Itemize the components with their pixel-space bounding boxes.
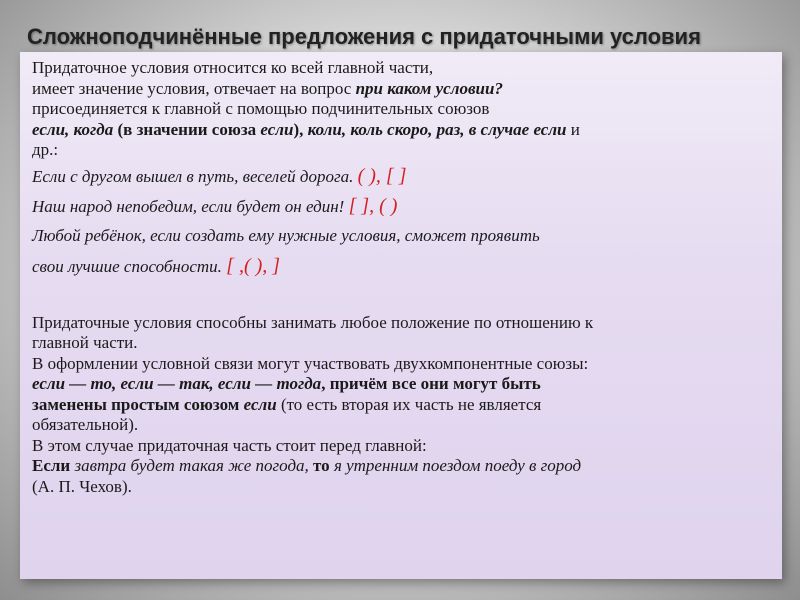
intro-line-3: присоединяется к главной с помощью подчинительных союзов bbox=[32, 99, 490, 118]
example-3-text: Любой ребёнок, если создать ему нужные условия, сможет проявить bbox=[32, 225, 540, 245]
chekhov-author: (А. П. Чехов). bbox=[32, 476, 132, 496]
example-4-scheme: [ ,( ), ] bbox=[226, 254, 281, 277]
union-list: коли, коль скоро, раз, в случае если bbox=[307, 119, 567, 139]
slide-content bbox=[32, 58, 772, 497]
chekhov-to: то bbox=[313, 456, 330, 475]
unions-line bbox=[32, 120, 772, 141]
example-2-scheme: [ ], ( ) bbox=[348, 194, 398, 217]
example-1-scheme: ( ), [ ] bbox=[357, 164, 407, 187]
union-note-close: ), bbox=[293, 119, 308, 139]
slide-title: Сложноподчинённые предложения с придаточными условия bbox=[27, 24, 701, 49]
union-esli: если bbox=[260, 119, 294, 139]
chekhov-text-1: завтра будет такая же погода, bbox=[70, 456, 314, 475]
union-esli-kogda: если, когда bbox=[32, 119, 114, 139]
example-4 bbox=[32, 251, 772, 281]
union-note: (в значении союза bbox=[113, 119, 261, 139]
union-and: и bbox=[566, 119, 580, 139]
double-unions: если — то, если — так, если — тогда bbox=[32, 374, 322, 393]
chekhov-example bbox=[32, 456, 772, 477]
spacer bbox=[32, 281, 772, 313]
chekhov-text-2: я утренним поездом поеду в город bbox=[329, 456, 582, 475]
simple-union: если bbox=[243, 394, 277, 414]
para2-line-6: обязательной). bbox=[32, 415, 139, 434]
chekhov-esli: Если bbox=[32, 456, 71, 475]
example-2-text: Наш народ непобедим, если будет он един! bbox=[32, 196, 349, 216]
example-1 bbox=[32, 161, 772, 191]
intro-line-2 bbox=[32, 79, 772, 100]
para2-line-4-rest: , причём все они могут быть bbox=[321, 374, 541, 393]
para2-line-4 bbox=[32, 374, 772, 395]
para2-line-5-c: (то есть вторая их часть не является bbox=[276, 394, 542, 414]
intro-line-2-text: имеет значение условия, отвечает на вопрос bbox=[32, 78, 356, 98]
para2-line-7: В этом случае придаточная часть стоит перед главной: bbox=[32, 435, 427, 455]
example-1-text: Если с другом вышел в путь, веселей дорога. bbox=[32, 166, 358, 186]
intro-line-1: Придаточное условия относится ко всей главной части, bbox=[32, 58, 434, 77]
question-text: при каком условии? bbox=[355, 78, 503, 98]
example-2 bbox=[32, 191, 772, 221]
para2-line-2: главной части. bbox=[32, 333, 138, 352]
examples-block bbox=[32, 161, 772, 281]
example-4-text: свои лучшие способности. bbox=[32, 256, 227, 276]
para2-line-1: Придаточные условия способны занимать любое положение по отношению к bbox=[32, 312, 594, 332]
unions-etc: др.: bbox=[32, 140, 59, 159]
para2-line-5 bbox=[32, 395, 772, 416]
example-3 bbox=[32, 221, 772, 251]
para2-line-5-a: заменены простым союзом bbox=[32, 394, 244, 414]
para2-line-3: В оформлении условной связи могут участвовать двухкомпонентные союзы: bbox=[32, 353, 589, 373]
